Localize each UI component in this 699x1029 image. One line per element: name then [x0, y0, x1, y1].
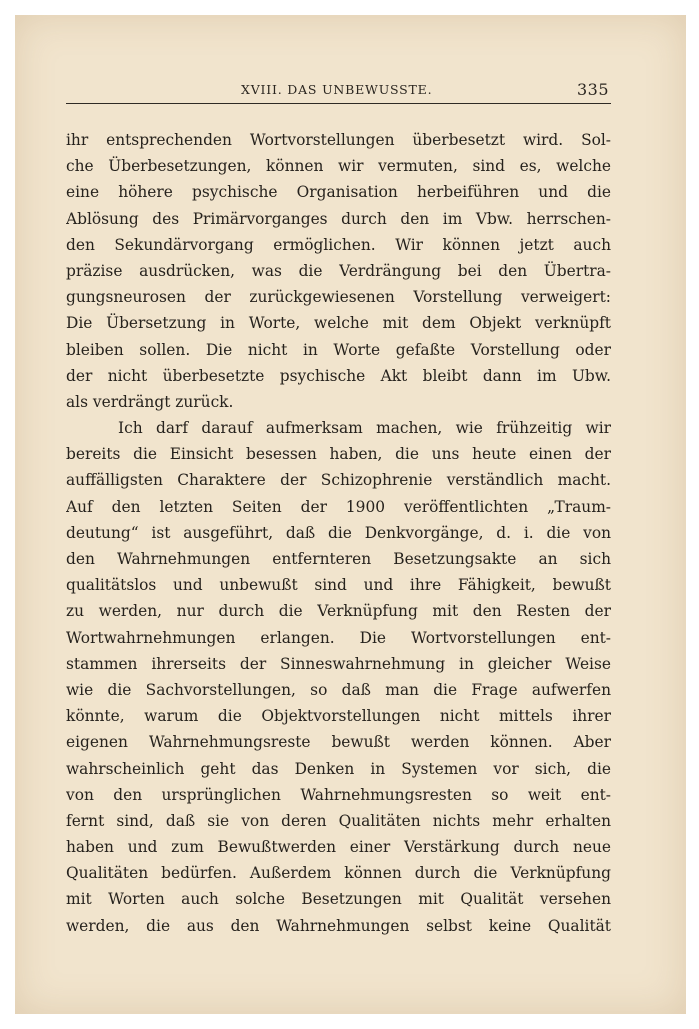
text-line: wahrscheinlich geht das Denken in Systemen vor sich, die — [66, 759, 611, 778]
paragraph-start-line: Ich darf darauf aufmerksam machen, wie frühzeitig wir — [118, 419, 611, 438]
text-line: den Wahrnehmungen entfernteren Besetzungsakte an sich — [66, 550, 611, 568]
body-text — [66, 127, 611, 939]
text-line: qualitätslos und unbewußt sind und ihre Fähigkeit, bewußt — [66, 576, 611, 595]
text-line: Die Übersetzung in Worte, welche mit dem Objekt verknüpft — [66, 314, 611, 333]
page-number: 335 — [576, 80, 609, 99]
text-line: fernt sind, daß sie von deren Qualitäten nichts mehr erhalten — [66, 811, 611, 830]
header-rule — [66, 103, 611, 104]
text-line: Qualitäten bedürfen. Außerdem können durch die Verknüpfung — [66, 864, 611, 883]
text-line: eine höhere psychische Organisation herbeiführen und die — [66, 183, 611, 202]
text-line: mit Worten auch solche Besetzungen mit Qualität versehen — [66, 890, 611, 909]
text-line: gungsneurosen der zurückgewiesenen Vorstellung verweigert: — [66, 288, 611, 307]
text-line: haben und zum Bewußtwerden einer Verstärkung durch neue — [66, 838, 611, 857]
text-line: Wortwahrnehmungen erlangen. Die Wortvorstellungen ent- — [66, 628, 611, 647]
text-line: der nicht überbesetzte psychische Akt bleibt dann im Ubw. — [66, 366, 611, 385]
text-line: ihr entsprechenden Wortvorstellungen überbesetzt wird. Sol- — [66, 131, 611, 149]
text-line: Ablösung des Primärvorganges durch den im Vbw. herrschen- — [66, 209, 611, 228]
text-line: werden, die aus den Wahrnehmungen selbst keine Qualität — [66, 916, 611, 935]
text-line: Auf den letzten Seiten der 1900 veröffentlichten „Traum- — [66, 497, 611, 516]
text-line: auffälligsten Charaktere der Schizophrenie verständlich macht. — [66, 471, 611, 490]
text-line: von den ursprünglichen Wahrnehmungsresten so weit ent- — [66, 785, 611, 804]
text-line: zu werden, nur durch die Verknüpfung mit den Resten der — [66, 602, 611, 621]
paragraph-end-line: als verdrängt zurück. — [66, 392, 234, 411]
text-line: eigenen Wahrnehmungsreste bewußt werden können. Aber — [66, 733, 611, 752]
text-line: che Überbesetzungen, können wir vermuten, sind es, welche — [66, 157, 611, 176]
text-line: präzise ausdrücken, was die Verdrängung bei den Übertra- — [66, 261, 611, 280]
running-head — [66, 82, 611, 104]
text-line: bereits die Einsicht besessen haben, die uns heute einen der — [66, 445, 611, 464]
chapter-title: XVIII. DAS UNBEWUSSTE. — [241, 82, 433, 97]
text-line: den Sekundärvorgang ermöglichen. Wir können jetzt auch — [66, 235, 611, 254]
text-line: deutung“ ist ausgeführt, daß die Denkvorgänge, d. i. die von — [66, 523, 611, 542]
text-line: könnte, warum die Objektvorstellungen nicht mittels ihrer — [66, 707, 611, 726]
text-line: bleiben sollen. Die nicht in Worte gefaßte Vorstellung oder — [66, 340, 611, 359]
text-line: wie die Sachvorstellungen, so daß man die Frage aufwerfen — [66, 680, 611, 699]
text-line: stammen ihrerseits der Sinneswahrnehmung in gleicher Weise — [66, 654, 611, 673]
